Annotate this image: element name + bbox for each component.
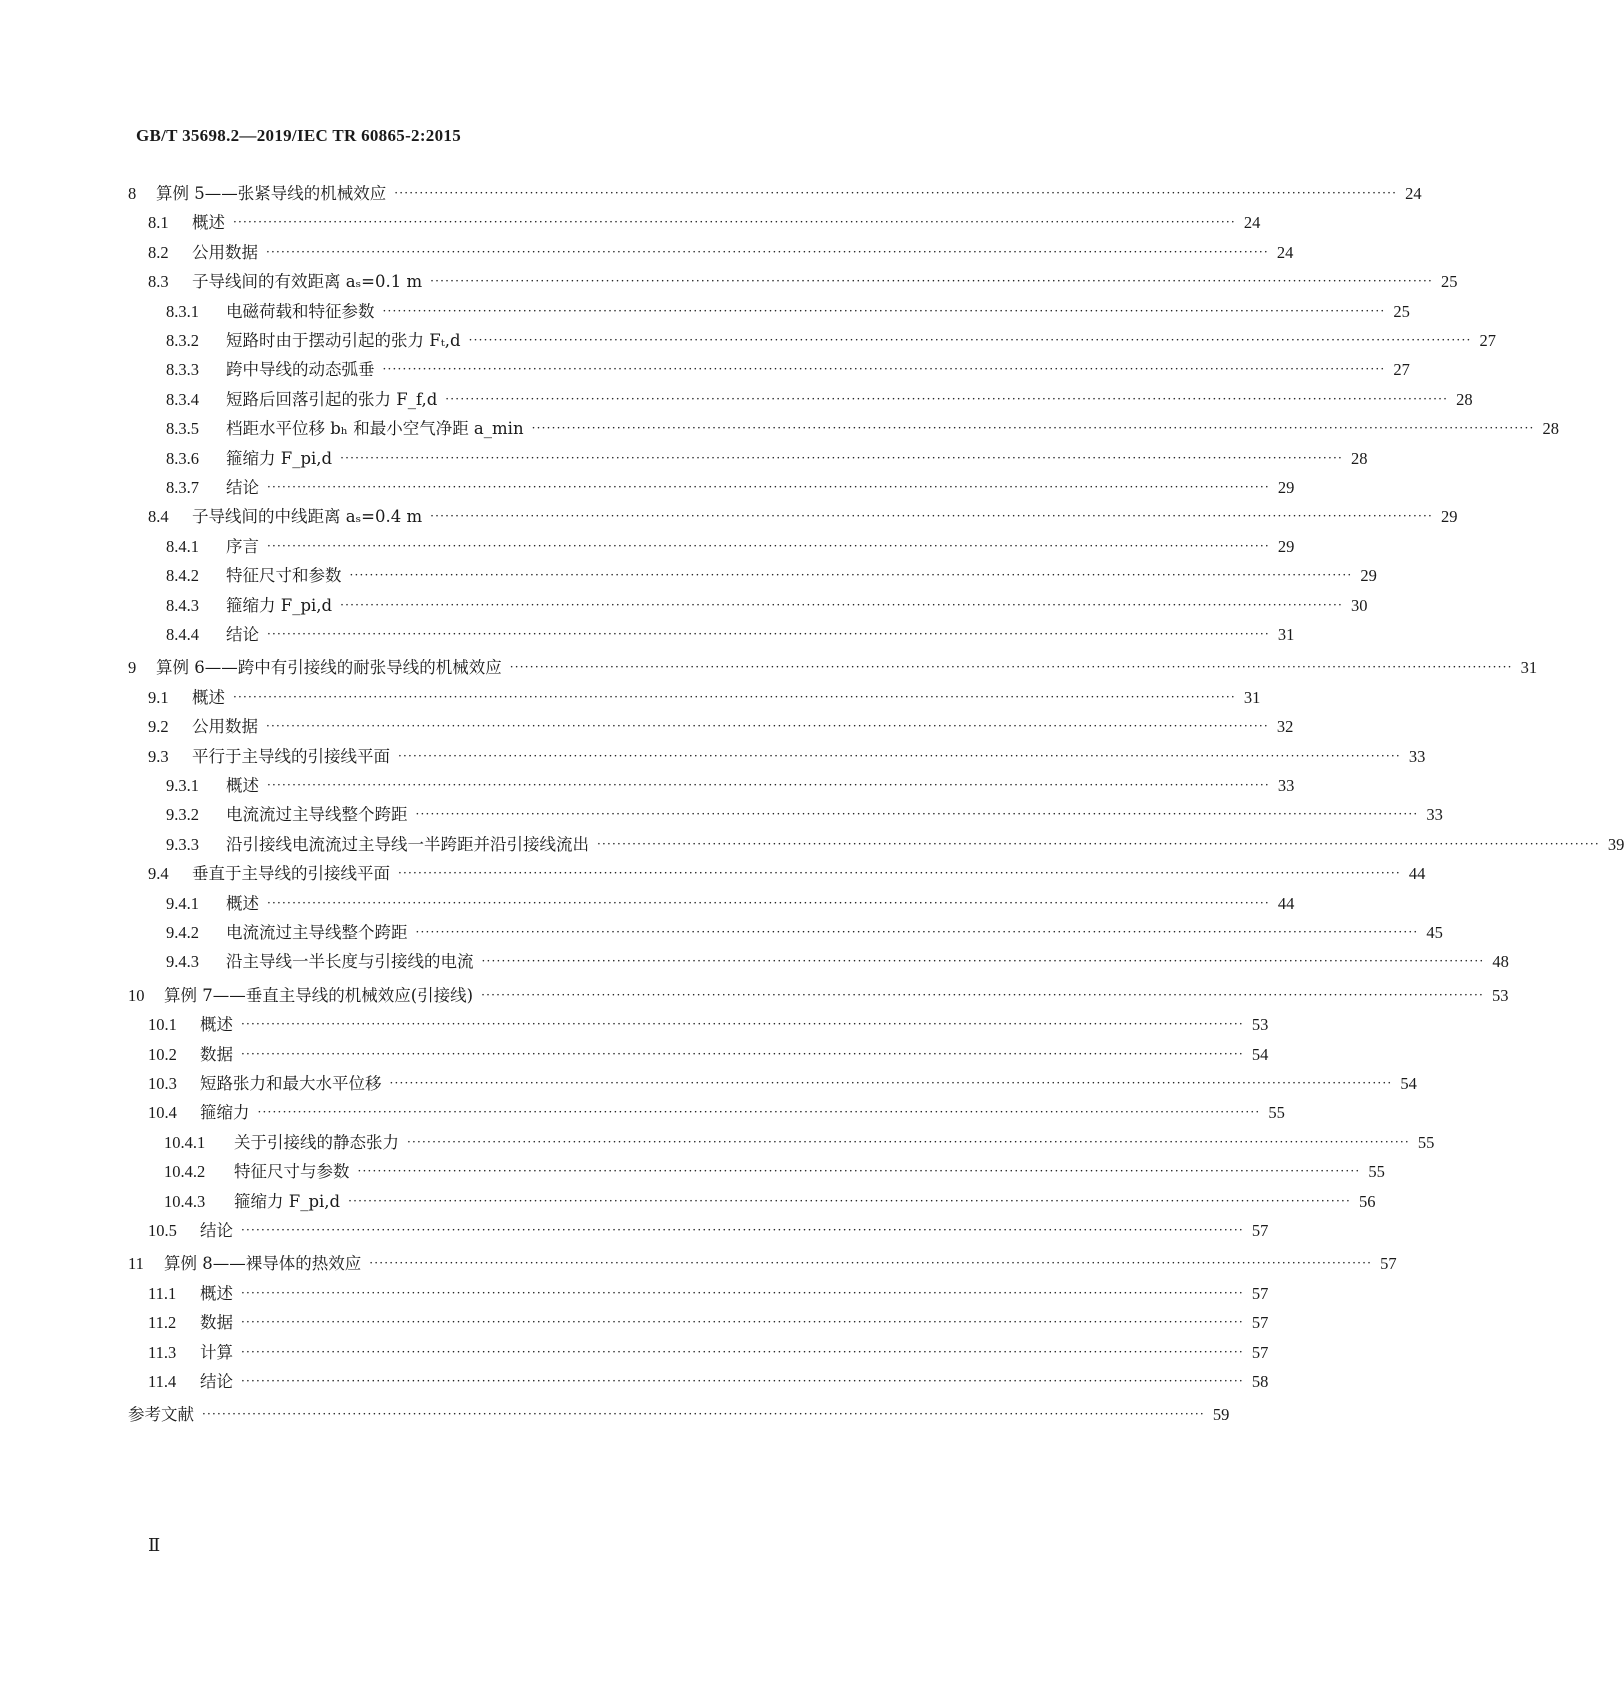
- toc-entry[interactable]: [166, 831, 1624, 855]
- page-number: Ⅱ: [148, 1535, 161, 1555]
- toc-entry[interactable]: [148, 1217, 1269, 1241]
- toc-entry[interactable]: [166, 474, 1295, 498]
- toc-entry-number: 8.3.1: [166, 301, 199, 321]
- toc-leader-dots: ········································································································································································································: [369, 1256, 1373, 1271]
- toc-leader-dots: ········································································································································································································: [481, 987, 1485, 1002]
- toc-entry-number: 9.3.1: [166, 776, 199, 795]
- toc-entry-page: 33: [1426, 805, 1443, 825]
- toc-entry-page: 24: [1243, 213, 1261, 233]
- toc-entry-page: 29: [1441, 507, 1458, 527]
- toc-entry-page: 55: [1268, 1103, 1285, 1123]
- toc-entry-title: 箍缩力 F_pi,d: [226, 595, 333, 615]
- toc-entry-title: 结论: [200, 1221, 233, 1240]
- toc-entry[interactable]: [166, 801, 1443, 825]
- toc-entry[interactable]: [148, 1280, 1269, 1304]
- toc-entry[interactable]: [166, 772, 1295, 796]
- toc-entry-page: 53: [1492, 985, 1509, 1005]
- toc-leader-dots: ········································································································································································································: [202, 1407, 1205, 1422]
- toc-entry-page: 24: [1276, 242, 1294, 262]
- toc-entry[interactable]: [166, 919, 1443, 943]
- toc-entry-page: 56: [1358, 1191, 1376, 1211]
- toc-entry[interactable]: [148, 268, 1458, 292]
- toc-entry-title: 档距水平位移 bₕ 和最小空气净距 a_min: [226, 419, 524, 439]
- toc-entry-number: 9.3.3: [166, 834, 199, 854]
- toc-entry-title: 序言: [226, 536, 259, 556]
- toc-entry-number: 10.2: [148, 1044, 177, 1064]
- toc-leader-dots: ········································································································································································································: [267, 895, 1270, 910]
- toc-entry[interactable]: [148, 684, 1261, 708]
- toc-entry-title: 概述: [226, 893, 259, 913]
- toc-entry-title: 沿引接线电流流过主导线一半跨距并沿引接线流出: [226, 834, 589, 854]
- toc-entry[interactable]: [166, 533, 1295, 557]
- toc-leader-dots: ········································································································································································································: [430, 274, 1433, 289]
- toc-entry-number: 8.3: [148, 272, 169, 292]
- toc-entry-number: 9.4.2: [166, 923, 199, 942]
- toc-entry[interactable]: [128, 1250, 1397, 1274]
- toc-entry-number: 8.3.3: [166, 360, 199, 380]
- toc-entry-title: 概述: [192, 213, 225, 233]
- toc-leader-dots: ········································································································································································································: [233, 689, 1236, 704]
- toc-entry[interactable]: [148, 239, 1294, 263]
- toc-entry-page: 27: [1393, 360, 1410, 380]
- toc-entry-title: 结论: [226, 625, 259, 644]
- toc-leader-dots: ········································································································································································································: [389, 1076, 1393, 1090]
- toc-entry-page: 39: [1607, 834, 1624, 854]
- toc-entry[interactable]: [128, 654, 1538, 678]
- toc-entry-page: 29: [1277, 536, 1295, 556]
- toc-entry-page: 29: [1277, 478, 1295, 497]
- toc-entry-number: 8.3.2: [166, 331, 199, 350]
- toc-entry-page: 53: [1251, 1015, 1269, 1035]
- toc-entry-title: 公用数据: [192, 242, 258, 262]
- toc-entry[interactable]: [148, 1339, 1269, 1363]
- toc-leader-dots: ········································································································································································································: [233, 215, 1236, 230]
- toc-entry-number: 8.2: [148, 242, 169, 262]
- toc-entry-title: 箍缩力 F_pi,d: [234, 1191, 341, 1211]
- toc-entry-number: 8.3.5: [166, 419, 199, 439]
- toc-entry-page: 25: [1393, 301, 1410, 321]
- toc-entry-page: 32: [1276, 717, 1294, 737]
- toc-entry-title: 特征尺寸和参数: [226, 566, 342, 586]
- toc-entry-page: 57: [1380, 1254, 1397, 1274]
- toc-leader-dots: ········································································································································································································: [340, 450, 1343, 465]
- toc-entry-title: 公用数据: [192, 717, 258, 737]
- toc-leader-dots: ········································································································································································································: [382, 303, 1386, 318]
- toc-entry[interactable]: [166, 890, 1295, 914]
- toc-entry-title: 短路后回落引起的张力 F_f,d: [226, 389, 438, 409]
- toc-leader-dots: ········································································································································································································: [415, 925, 1419, 939]
- toc-leader-dots: ········································································································································································································: [382, 362, 1386, 377]
- toc-entry[interactable]: [164, 1188, 1376, 1212]
- toc-entry-page: 31: [1520, 658, 1538, 678]
- toc-leader-dots: ········································································································································································································: [241, 1046, 1244, 1061]
- toc-entry-page: 30: [1350, 595, 1368, 615]
- toc-entry-number: 9.3: [148, 746, 169, 766]
- toc-leader-dots: ········································································································································································································: [445, 391, 1449, 406]
- toc-entry[interactable]: [128, 180, 1422, 204]
- toc-entry-page: 59: [1212, 1405, 1230, 1425]
- toc-entry-title: 算例 5——张紧导线的机械效应: [156, 184, 387, 203]
- toc-entry-number: 9.4: [148, 864, 169, 884]
- toc-entry-page: 33: [1277, 776, 1295, 795]
- toc-entry-number: 8.1: [148, 213, 169, 233]
- toc-entry-number: 10: [128, 985, 145, 1005]
- toc-entry[interactable]: [166, 386, 1473, 410]
- toc-entry-title: 数据: [200, 1044, 233, 1064]
- toc-entry-page: 28: [1542, 419, 1559, 439]
- toc-leader-dots: ········································································································································································································: [241, 1315, 1244, 1330]
- toc-entry-page: 31: [1243, 687, 1261, 707]
- toc-leader-dots: ········································································································································································································: [407, 1134, 1410, 1149]
- toc-entry-title: 计算: [200, 1342, 233, 1362]
- toc-entry[interactable]: [164, 1129, 1435, 1153]
- toc-entry-title: 电流流过主导线整个跨距: [226, 923, 408, 942]
- toc-entry[interactable]: [148, 503, 1458, 527]
- toc-entry[interactable]: [148, 860, 1426, 884]
- toc-entry[interactable]: [166, 445, 1368, 469]
- toc-entry-title: 关于引接线的静态张力: [234, 1132, 399, 1152]
- toc-leader-dots: ········································································································································································································: [430, 509, 1433, 524]
- toc-entry[interactable]: [148, 1099, 1285, 1123]
- toc-leader-dots: ········································································································································································································: [415, 807, 1419, 822]
- toc-entry-number: 9.4.1: [166, 893, 199, 913]
- toc-entry-number: 10.4.2: [164, 1162, 206, 1182]
- toc-leader-dots: ········································································································································································································: [340, 597, 1343, 612]
- toc-leader-dots: ········································································································································································································: [597, 836, 1600, 851]
- toc-entry[interactable]: [148, 1041, 1269, 1065]
- toc-entry-title: 箍缩力: [200, 1103, 250, 1123]
- toc-entry-title: 概述: [226, 776, 259, 795]
- standard-header: GB/T 35698.2—2019/IEC TR 60865-2:2015: [136, 126, 462, 145]
- toc-entry-page: 31: [1277, 625, 1295, 644]
- toc-entry-number: 10.5: [148, 1221, 177, 1240]
- toc-entry[interactable]: [166, 327, 1496, 351]
- toc-entry-number: 10.4.3: [164, 1191, 206, 1211]
- toc-entry[interactable]: [148, 1011, 1269, 1035]
- toc-entry-title: 电流流过主导线整个跨距: [226, 805, 408, 825]
- toc-entry-page: 58: [1251, 1372, 1269, 1391]
- toc-entry-title: 特征尺寸与参数: [234, 1162, 350, 1182]
- toc-entry-number: 8.4.2: [166, 566, 199, 586]
- toc-entry-page: 28: [1456, 389, 1473, 409]
- toc-entry[interactable]: [166, 415, 1559, 439]
- toc-entry-title: 箍缩力 F_pi,d: [226, 448, 333, 468]
- toc-entry[interactable]: [166, 562, 1377, 586]
- toc-entry-page: 44: [1408, 864, 1426, 884]
- toc-entry-page: 54: [1251, 1044, 1269, 1064]
- toc-entry-page: 45: [1426, 923, 1443, 942]
- toc-entry[interactable]: [148, 713, 1294, 737]
- toc-entry-title: 平行于主导线的引接线平面: [192, 746, 390, 766]
- toc-entry-title: 数据: [200, 1313, 233, 1333]
- toc-entry[interactable]: [148, 743, 1426, 767]
- toc-entry-number: 8.4.1: [166, 536, 199, 556]
- toc-entry-title: 算例 6——跨中有引接线的耐张导线的机械效应: [156, 658, 502, 678]
- toc-entry-page: 57: [1251, 1283, 1269, 1303]
- toc-leader-dots: ········································································································································································································: [266, 244, 1269, 259]
- toc-leader-dots: ········································································································································································································: [267, 778, 1270, 792]
- toc-leader-dots: ········································································································································································································: [349, 568, 1353, 583]
- toc-entry-page: 33: [1408, 746, 1426, 766]
- toc-entry-page: 28: [1350, 448, 1368, 468]
- toc-entry-page: 44: [1277, 893, 1295, 913]
- toc-entry-page: 24: [1405, 184, 1422, 203]
- toc-leader-dots: ········································································································································································································: [531, 421, 1535, 436]
- toc-entry-title: 短路时由于摆动引起的张力 Fₜ,d: [226, 331, 461, 350]
- toc-leader-dots: ········································································································································································································: [398, 866, 1401, 881]
- toc-leader-dots: ········································································································································································································: [509, 660, 1513, 675]
- toc-entry-title: 参考文献: [128, 1405, 194, 1425]
- toc-entry-page: 25: [1441, 272, 1458, 292]
- toc-entry-number: 9.1: [148, 687, 169, 707]
- toc-entry-title: 电磁荷载和特征参数: [226, 301, 375, 321]
- toc-entry-title: 结论: [200, 1372, 233, 1391]
- toc-leader-dots: ········································································································································································································: [241, 1285, 1244, 1300]
- toc-entry-number: 11.4: [148, 1372, 177, 1391]
- toc-leader-dots: ········································································································································································································: [348, 1193, 1351, 1208]
- toc-entry-title: 垂直于主导线的引接线平面: [192, 864, 390, 884]
- toc-entry-number: 9: [128, 658, 137, 678]
- toc-leader-dots: ········································································································································································································: [241, 1017, 1244, 1032]
- toc-entry-title: 算例 7——垂直主导线的机械效应(引接线): [164, 985, 474, 1005]
- toc-leader-dots: ········································································································································································································: [241, 1374, 1244, 1388]
- toc-entry-number: 8.4.4: [166, 625, 199, 644]
- toc-entry-number: 8.4: [148, 507, 169, 527]
- toc-entry[interactable]: [166, 298, 1410, 322]
- toc-entry[interactable]: [148, 1368, 1269, 1392]
- toc-entry-number: 8.3.7: [166, 478, 199, 497]
- toc-entry[interactable]: [128, 1401, 1230, 1425]
- toc-entry[interactable]: [148, 209, 1261, 233]
- toc-leader-dots: ········································································································································································································: [257, 1105, 1261, 1120]
- toc-entry-number: 10.4.1: [164, 1132, 206, 1152]
- toc-entry-title: 概述: [192, 687, 225, 707]
- toc-entry[interactable]: [148, 1309, 1269, 1333]
- toc-entry[interactable]: [166, 948, 1509, 972]
- toc-leader-dots: ········································································································································································································: [266, 719, 1269, 734]
- toc-entry-title: 子导线间的中线距离 aₛ=0.4 m: [192, 507, 423, 527]
- toc-entry[interactable]: [166, 356, 1410, 380]
- toc-leader-dots: ········································································································································································································: [468, 333, 1472, 347]
- toc-entry-title: 算例 8——裸导体的热效应: [164, 1254, 362, 1274]
- toc-entry[interactable]: [166, 592, 1368, 616]
- toc-entry-number: 10.3: [148, 1074, 177, 1093]
- toc-entry[interactable]: [166, 621, 1295, 645]
- toc-entry-number: 8.3.4: [166, 389, 199, 409]
- toc-leader-dots: ········································································································································································································: [241, 1344, 1244, 1359]
- toc-entry-title: 概述: [200, 1283, 233, 1303]
- toc-entry[interactable]: [164, 1158, 1385, 1182]
- toc-entry-title: 短路张力和最大水平位移: [200, 1074, 382, 1093]
- toc-entry[interactable]: [148, 1070, 1417, 1094]
- toc-entry-page: 57: [1251, 1221, 1269, 1240]
- toc-entry-number: 8.3.6: [166, 448, 199, 468]
- toc-entry-title: 沿主导线一半长度与引接线的电流: [226, 952, 474, 972]
- toc-entry-page: 55: [1417, 1132, 1435, 1152]
- toc-entry-number: 11.3: [148, 1342, 177, 1362]
- toc-leader-dots: ········································································································································································································: [267, 538, 1270, 553]
- toc-leader-dots: ········································································································································································································: [241, 1223, 1244, 1237]
- toc-entry-title: 子导线间的有效距离 aₛ=0.1 m: [192, 272, 423, 292]
- toc-entry-number: 8: [128, 184, 137, 203]
- toc-entry-number: 11.1: [148, 1283, 177, 1303]
- toc-entry-page: 57: [1251, 1313, 1269, 1333]
- toc-leader-dots: ········································································································································································································: [357, 1164, 1361, 1179]
- toc-leader-dots: ········································································································································································································: [481, 954, 1485, 969]
- toc-entry-page: 48: [1492, 952, 1509, 972]
- toc-entry-number: 11.2: [148, 1313, 177, 1333]
- toc-leader-dots: ········································································································································································································: [267, 480, 1270, 494]
- toc-leader-dots: ········································································································································································································: [398, 748, 1401, 763]
- toc-entry-number: 8.4.3: [166, 595, 199, 615]
- toc-entry-number: 9.3.2: [166, 805, 199, 825]
- toc-entry-title: 概述: [200, 1015, 233, 1035]
- toc-entry-number: 9.2: [148, 717, 169, 737]
- toc-entry-title: 结论: [226, 478, 259, 497]
- toc-leader-dots: ········································································································································································································: [267, 627, 1270, 641]
- toc-entry-page: 27: [1479, 331, 1496, 350]
- toc-entry-page: 29: [1360, 566, 1377, 586]
- toc-entry-page: 54: [1400, 1074, 1417, 1093]
- toc-entry-number: 10.1: [148, 1015, 177, 1035]
- toc-entry[interactable]: [128, 982, 1509, 1006]
- toc-entry-number: 11: [128, 1254, 144, 1274]
- toc-entry-number: 10.4: [148, 1103, 177, 1123]
- toc-entry-number: 9.4.3: [166, 952, 199, 972]
- toc-leader-dots: ········································································································································································································: [394, 186, 1398, 200]
- toc-entry-title: 跨中导线的动态弧垂: [226, 360, 375, 380]
- toc-entry-page: 55: [1368, 1162, 1385, 1182]
- toc-entry-page: 57: [1251, 1342, 1269, 1362]
